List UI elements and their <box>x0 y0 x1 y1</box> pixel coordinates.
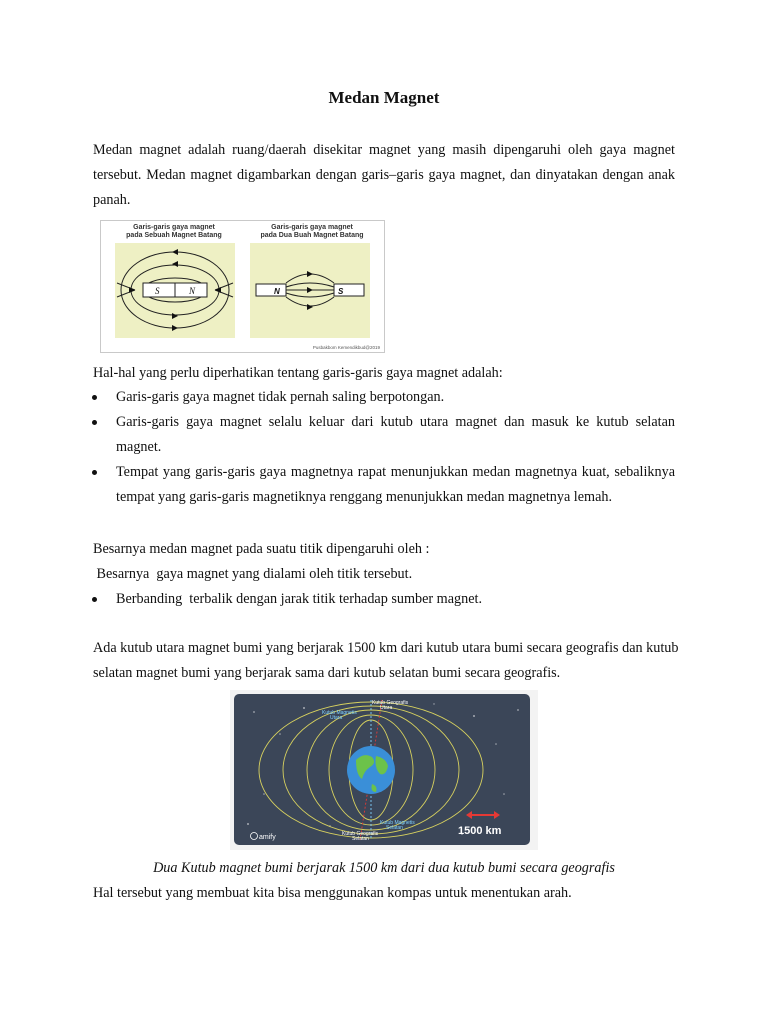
bullet-marker <box>92 597 97 602</box>
bullet-marker <box>92 420 97 425</box>
figure-right-title-line1: Garis-garis gaya magnet <box>271 224 353 231</box>
list-item: Tempat yang garis-garis gaya magnetnya rapat menunjukkan medan magnetnya kuat, sebaliknya tempat yang garis-garis magnetiknya renggang menunjukkan medan magnetnya lemah. <box>116 464 675 505</box>
figure-left-title-line1: Garis-garis gaya magnet <box>133 224 215 231</box>
list-item: Garis-garis gaya magnet selalu keluar dari kutub utara magnet dan masuk ke kutub selatan magnet. <box>116 414 675 455</box>
bullet-marker <box>92 470 97 475</box>
geo-north-label-2: Utara <box>380 705 393 711</box>
distance-label: 1500 km <box>458 825 502 837</box>
page-title: Medan Magnet <box>328 88 440 107</box>
bar-magnet-figure <box>100 220 385 353</box>
list-item: Garis-garis gaya magnet tidak pernah saling berpotongan. <box>116 389 445 405</box>
earth-field-figure <box>230 690 538 850</box>
figure-credit: Pusbakbom Kemendikbud@2019 <box>312 345 380 350</box>
two-magnet-panel <box>250 243 370 338</box>
geo-south-label-2: Selatan <box>352 836 369 842</box>
intro-paragraph: Medan magnet adalah ruang/daerah disekitar magnet yang masih dipengaruhi oleh gaya magnet tersebut. Medan magnet digambarkan dengan garis–garis gaya magnet, dan dinyatakan dengan anak panah. <box>93 142 675 208</box>
distance-arrow-icon <box>466 811 500 819</box>
figure-left-title <box>109 224 239 240</box>
single-magnet-field-lines <box>115 243 235 338</box>
single-magnet-panel <box>115 243 235 338</box>
factors-heading: Besarnya medan magnet pada suatu titik dipengaruhi oleh : <box>93 541 430 557</box>
earth-paragraph: Ada kutub utara magnet bumi yang berjarak 1500 km dari kutub utara bumi secara geografis dan kutub selatan magnet bumi yang berjarak sama dari kutub selatan bumi secara geografis. <box>93 640 679 681</box>
magnet-s-label: S <box>155 286 160 296</box>
figure-right-title <box>247 224 377 240</box>
mag-south-label-2: Selatan <box>386 825 403 831</box>
bullet-marker <box>92 395 97 400</box>
figure-caption: Dua Kutub magnet bumi berjarak 1500 km dari dua kutub bumi secara geografis <box>153 860 615 876</box>
figure-left-title-line2: pada Sebuah Magnet Batang <box>126 232 222 239</box>
two-magnet-field-lines <box>250 243 370 338</box>
magnet-s-label-2: S <box>338 287 344 296</box>
list-heading: Hal-hal yang perlu diperhatikan tentang garis-garis gaya magnet adalah: <box>93 365 503 381</box>
factor-item: Berbanding terbalik dengan jarak titik terhadap sumber magnet. <box>116 591 482 607</box>
geo-north-label-1: Kutub Geografis <box>372 700 409 706</box>
geo-south-label-1: Kutub Geografis <box>342 831 379 837</box>
closing-sentence: Hal tersebut yang membuat kita bisa menggunakan kompas untuk menentukan arah. <box>93 885 572 901</box>
figure-right-title-line2: pada Dua Buah Magnet Batang <box>260 232 364 239</box>
mag-north-label-2: Utara <box>330 715 343 721</box>
mag-south-label-1: Kutub Magnetis <box>380 820 415 826</box>
earth-field-illustration <box>234 694 530 845</box>
brand-logo-icon <box>251 833 258 840</box>
magnet-n-label: N <box>189 286 196 296</box>
earth-field-image <box>234 694 530 845</box>
magnet-n-label-2: N <box>274 287 280 296</box>
factor-item: Besarnya gaya magnet yang dialami oleh titik tersebut. <box>93 566 413 582</box>
brand-label: amify <box>259 834 276 841</box>
mag-north-label-1: Kutub Magnetis <box>322 710 357 716</box>
